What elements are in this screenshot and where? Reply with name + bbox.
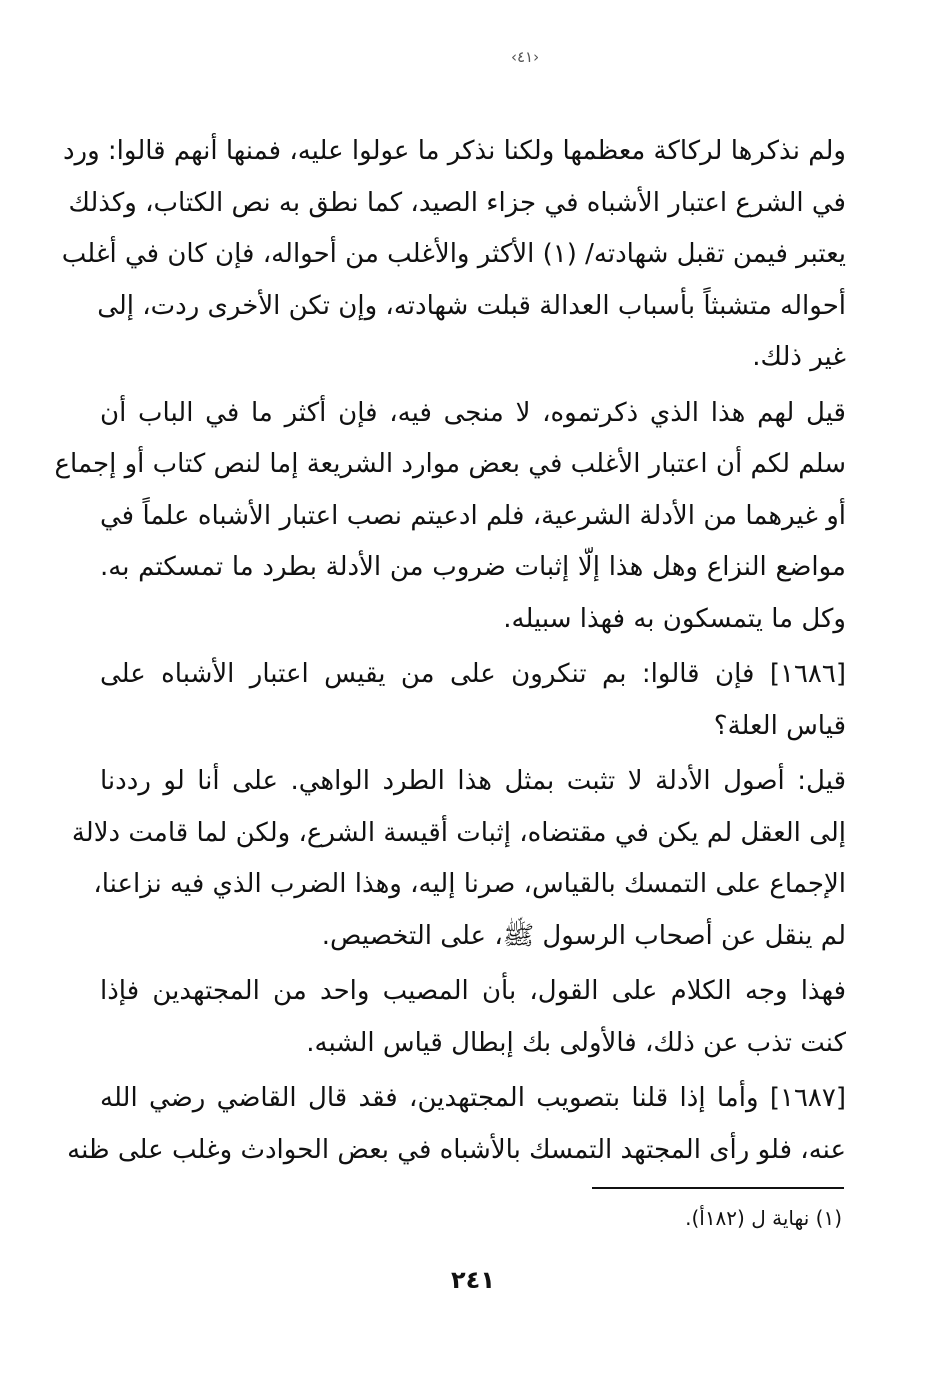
- paragraph-3: [100, 649, 846, 752]
- footnote-divider: [592, 1187, 844, 1189]
- text-line: غير ذلك.: [752, 342, 846, 372]
- text-line: سلم لكم أن اعتبار الأغلب في بعض موارد الشريعة إما لنص كتاب أو إجماع: [54, 449, 846, 479]
- text-line: قياس العلة؟: [713, 710, 846, 741]
- text-line: قيل لهم هذا الذي ذكرتموه، لا منجى فيه، فإن أكثر ما في الباب أن: [100, 397, 846, 428]
- text-line: فهذا وجه الكلام على القول، بأن المصيب واحد من المجتهدين فإذا: [100, 976, 846, 1006]
- text-line: أو غيرهما من الأدلة الشرعية، فلم ادعيتم نصب اعتبار الأشباه علماً في: [100, 500, 846, 531]
- paragraph-6: [67, 1073, 846, 1176]
- text-line: في الشرع اعتبار الأشباه في جزاء الصيد، كما نطق به نص الكتاب، وكذلك: [68, 187, 846, 218]
- paragraph-4: [71, 756, 846, 962]
- text-line: وكل ما يتمسكون به فهذا سبيله.: [503, 603, 846, 634]
- text-line: إلى العقل لم يكن في مقتضاه، إثبات أقيسة الشرع، ولكن لما قامت دلالة: [71, 817, 846, 848]
- text-line: ولم نذكرها لركاكة معظمها ولكنا نذكر ما عولوا عليه، فمنها أنهم قالوا: ورد: [62, 136, 846, 166]
- text-line: لم ينقل عن أصحاب الرسول ﷺ، على التخصيص.: [321, 920, 846, 951]
- text-line: يعتبر فيمن تقبل شهادته/ (١) الأكثر والأغلب من أحواله، فإن كان في أغلب: [61, 239, 846, 269]
- paragraph-1: [61, 126, 846, 384]
- paragraph-2: [54, 388, 846, 646]
- page-number: ٢٤١: [451, 1266, 495, 1294]
- main-text: [54, 126, 846, 1180]
- text-line: قيل: أصول الأدلة لا تثبت بمثل هذا الطرد الواهي. على أنا لو رددنا: [100, 766, 846, 796]
- text-line: كنت تذب عن ذلك، فالأولى بك إبطال قياس الشبه.: [306, 1027, 846, 1058]
- text-line: أحواله متشبثاً بأسباب العدالة قبلت شهادته، وإن تكن الأخرى ردت، إلى: [97, 290, 846, 321]
- text-line: مواضع النزاع وهل هذا إلّا إثبات ضروب من الأدلة بطرد ما تمسكتم به.: [100, 552, 846, 582]
- footnote: (١) نهاية ل (١٨٢أ).: [685, 1206, 842, 1230]
- paragraph-5: [100, 966, 846, 1069]
- marginal-note: ‹٤١›: [510, 48, 540, 66]
- text-line: [١٦٨٧] وأما إذا قلنا بتصويب المجتهدين، فقد قال القاضي رضي الله: [100, 1083, 846, 1113]
- text-line: عنه، فلو رأى المجتهد التمسك بالأشباه في بعض الحوادث وغلب على ظنه: [67, 1134, 846, 1165]
- text-line: الإجماع على التمسك بالقياس، صرنا إليه، وهذا الضرب الذي فيه نزاعنا،: [93, 869, 846, 899]
- text-line: [١٦٨٦] فإن قالوا: بم تنكرون على من يقيس اعتبار الأشباه على: [100, 659, 846, 689]
